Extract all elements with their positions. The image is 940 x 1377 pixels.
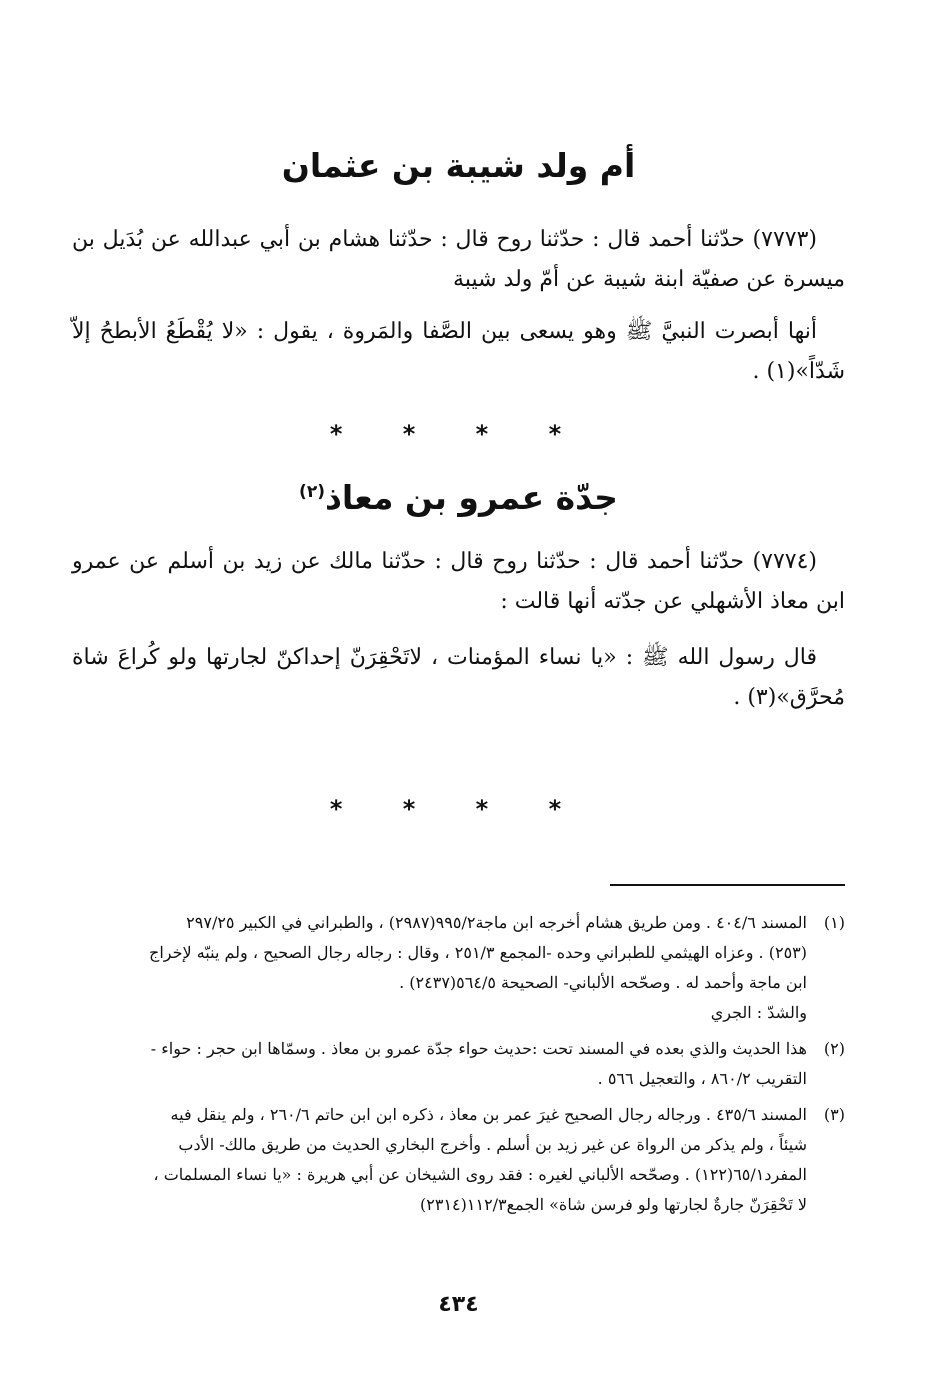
footnote-3: [72, 1100, 845, 1220]
section-title-1: أم ولد شيبة بن عثمان: [281, 146, 636, 185]
footnote-line: والشدّ : الجري: [710, 1003, 807, 1022]
footnote-number: (٢): [823, 1039, 845, 1058]
footnote-line: هذا الحديث والذي بعده في المسند تحت :حديث حواء جدّة عمرو بن معاذ . وسمّاها ابن حجر : حواء -: [150, 1039, 807, 1058]
footnote-line: المسند ٤٣٥/٦ . ورجاله رجال الصحيح غيرَ عمر بن معاذ ، ذكره ابن ابن حاتم ٢٦٠/٦ ، ولم ينقل فيه: [170, 1105, 807, 1124]
hadith-7774-isnad: (٧٧٧٤) حدّثنا أحمد قال : حدّثنا روح قال : حدّثنا مالك عن زيد بن أسلم عن عمرو ابن معاذ الأشهلي عن جدّته أنها قالت :: [72, 549, 845, 614]
footnote-line: لا تَحْقِرَنّ جارةٌ لجارتها ولو فرسن شاة» الجمع١١٢/٣(٢٣١٤): [420, 1195, 807, 1214]
footnote-line: شيئاً ، ولم يذكر من الرواة عن غير زيد بن أسلم . وأخرج البخاري الحديث من طريق مالك- الأدب: [178, 1135, 807, 1154]
footnote-line: التقريب ٨٦٠/٢ ، والتعجيل ٥٦٦ .: [597, 1069, 807, 1088]
footnote-number: (٣): [823, 1105, 845, 1124]
footnotes: [72, 908, 845, 1226]
footnote-number: (١): [823, 913, 845, 932]
footnote-1: [72, 908, 845, 1028]
footnote-line: المفرد٦٥/١(١٢٢) . وصحّحه الألباني لغيره : فقد روى الشيخان عن أبي هريرة : «يا نساء المسلمات ،: [153, 1165, 807, 1184]
section-title-2-text: جدّة عمرو بن معاذ: [324, 478, 618, 517]
footnote-line: ابن ماجة وأحمد له . وصحّحه الألباني- الصحيحة ٥٦٤/٥(٢٤٣٧) .: [399, 973, 807, 992]
footnote-line: المسند ٤٠٤/٦ . ومن طريق هشام أخرجه ابن ماجة٩٩٥/٢(٢٩٨٧) ، والطبراني في الكبير ٢٩٧/٢٥: [186, 913, 807, 932]
separator-stars-1: * * * *: [329, 420, 588, 448]
footnote-divider: [610, 884, 845, 886]
hadith-7773-matn: أنها أبصرت النبيَّ ﷺ وهو يسعى بين الصَّفا والمَروة ، يقول : «لا يُقْطَعُ الأبطحُ إلاّ شَدّاً»(١) .: [72, 319, 845, 384]
separator-stars-2: * * * *: [329, 795, 588, 823]
section-title-2-note-ref: (٢): [299, 482, 325, 502]
hadith-7773-isnad: (٧٧٧٣) حدّثنا أحمد قال : حدّثنا روح قال : حدّثنا هشام بن أبي عبدالله عن بُدَيل بن ميسرة عن صفيّة ابنة شيبة عن أمّ ولد شيبة: [72, 227, 845, 292]
page-number: ٤٣٤: [438, 1292, 479, 1317]
section-title-2: [72, 478, 845, 517]
hadith-7774-matn: قال رسول الله ﷺ : «يا نساء المؤمنات ، لاتَحْقِرَنّ إحداكنّ لجارتها ولو كُراعَ شاة مُحرَّق»(٣) .: [72, 645, 845, 710]
footnote-2: [72, 1034, 845, 1094]
footnote-line: (٢٥٣) . وعزاه الهيثمي للطبراني وحده -المجمع ٢٥١/٣ ، وقال : رجاله رجال الصحيح ، ولم ينبّه لإخراج: [149, 943, 807, 962]
